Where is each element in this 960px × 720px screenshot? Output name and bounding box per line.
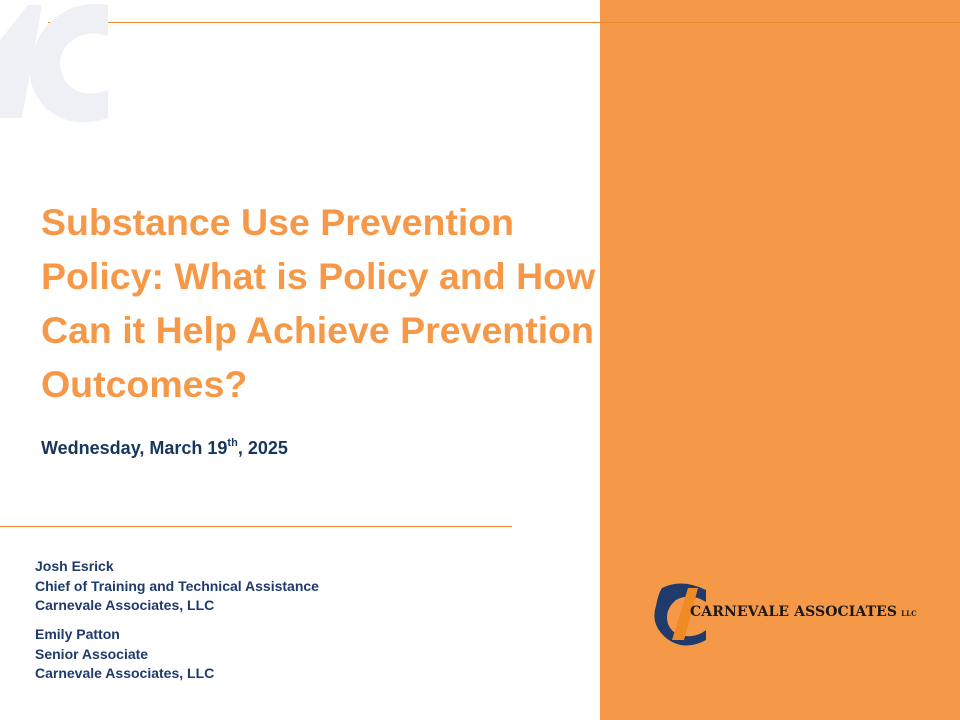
presenter-block <box>35 557 319 616</box>
presenter-organization: Carnevale Associates, LLC <box>35 665 215 681</box>
logo-llc-suffix: LLC <box>901 609 917 618</box>
presenter-name: Emily Patton <box>35 626 120 642</box>
top-divider-line <box>48 22 960 23</box>
presentation-date <box>41 436 288 460</box>
carnevale-logo <box>654 582 917 646</box>
presenter-organization: Carnevale Associates, LLC <box>35 597 215 613</box>
date-text: Wednesday, March 19 <box>41 438 228 458</box>
logo-company-name: CARNEVALE ASSOCIATES <box>690 604 898 620</box>
middle-divider-line <box>0 526 512 527</box>
logo-wordmark <box>690 604 917 620</box>
presenter-name: Josh Esrick <box>35 558 114 574</box>
presenter-role: Senior Associate <box>35 645 149 662</box>
presenter-block <box>35 625 214 684</box>
ac-watermark-icon <box>0 0 120 130</box>
presenter-role: Chief of Training and Technical Assistance <box>35 577 319 594</box>
date-ordinal-suffix: th <box>227 437 238 449</box>
slide-title: Substance Use Prevention Policy: What is Policy and How Can it Help Achieve Prevention Outcomes? <box>41 201 596 405</box>
date-year: , 2025 <box>237 438 288 458</box>
